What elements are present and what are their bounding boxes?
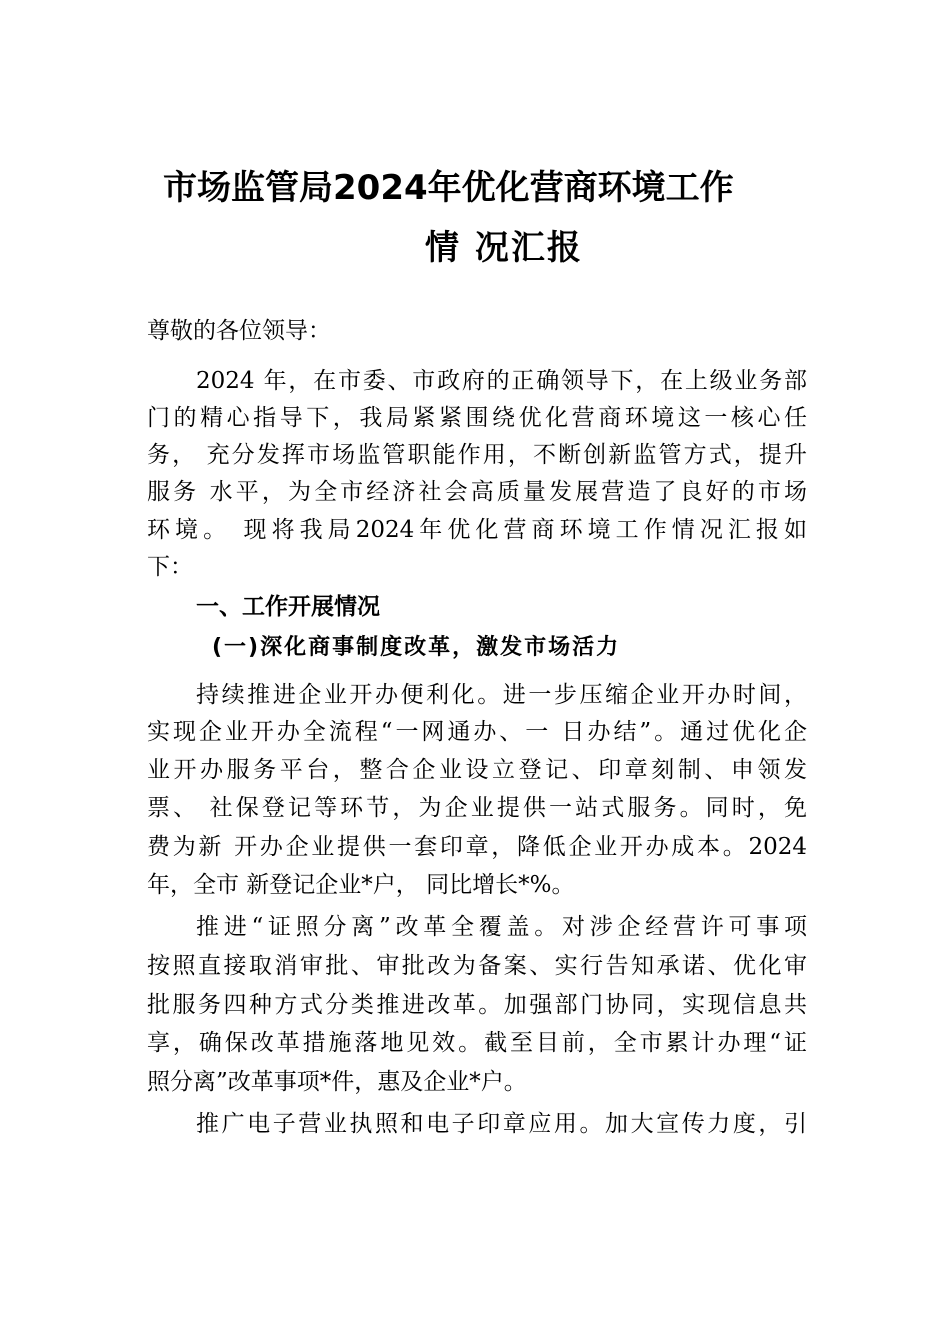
section-heading-1: 一、工作开展情况 <box>196 594 380 620</box>
para-1-line-6: 年，全市 新登记企业*户， 同比增长*%。 <box>147 872 575 898</box>
para-1-line-1: 持续推进企业开办便利化。进一步压缩企业开办时间， <box>196 682 807 708</box>
intro-line-5: 环境。 现将我局2024年优化营商环境工作情况汇报如 <box>147 517 807 543</box>
para-2-line-5: 照分离”改革事项*件，惠及企业*户。 <box>147 1069 527 1095</box>
intro-line-1: 2024 年，在市委、市政府的正确领导下，在上级业务部 <box>196 368 807 394</box>
para-1-line-5: 费为新 开办企业提供一套印章，降低企业开办成本。2024 <box>147 834 807 860</box>
intro-line-6: 下： <box>147 554 193 580</box>
para-1-line-4: 票、 社保登记等环节，为企业提供一站式服务。同时，免 <box>147 795 807 821</box>
para-1-line-2: 实现企业开办全流程“一网通办、一 日办结”。通过优化企 <box>147 719 807 745</box>
para-2-line-1: 推进“证照分离”改革全覆盖。对涉企经营许可事项 <box>196 914 807 940</box>
para-1-line-3: 业开办服务平台，整合企业设立登记、印章刻制、申领发 <box>147 757 807 783</box>
para-2-line-4: 享，确保改革措施落地见效。截至目前，全市累计办理“证 <box>147 1030 807 1056</box>
document-title-line-1: 市场监管局2024年优化营商环境工作 <box>163 168 734 208</box>
subsection-heading-1: (一)深化商事制度改革，激发市场活力 <box>212 635 621 660</box>
para-2-line-2: 按照直接取消审批、审批改为备案、实行告知承诺、优化审 <box>147 953 807 979</box>
salutation: 尊敬的各位领导： <box>147 318 331 344</box>
intro-line-2: 门的精心指导下，我局紧紧围绕优化营商环境这一核心任 <box>147 405 807 431</box>
para-2-line-3: 批服务四种方式分类推进改革。加强部门协同，实现信息共 <box>147 992 807 1018</box>
para-3-line-1: 推广电子营业执照和电子印章应用。加大宣传力度，引 <box>196 1111 807 1137</box>
document-title-line-2: 情 况汇报 <box>425 228 583 268</box>
intro-line-4: 服务 水平，为全市经济社会高质量发展营造了良好的市场 <box>147 479 807 505</box>
intro-line-3: 务， 充分发挥市场监管职能作用，不断创新监管方式，提升 <box>147 442 807 468</box>
